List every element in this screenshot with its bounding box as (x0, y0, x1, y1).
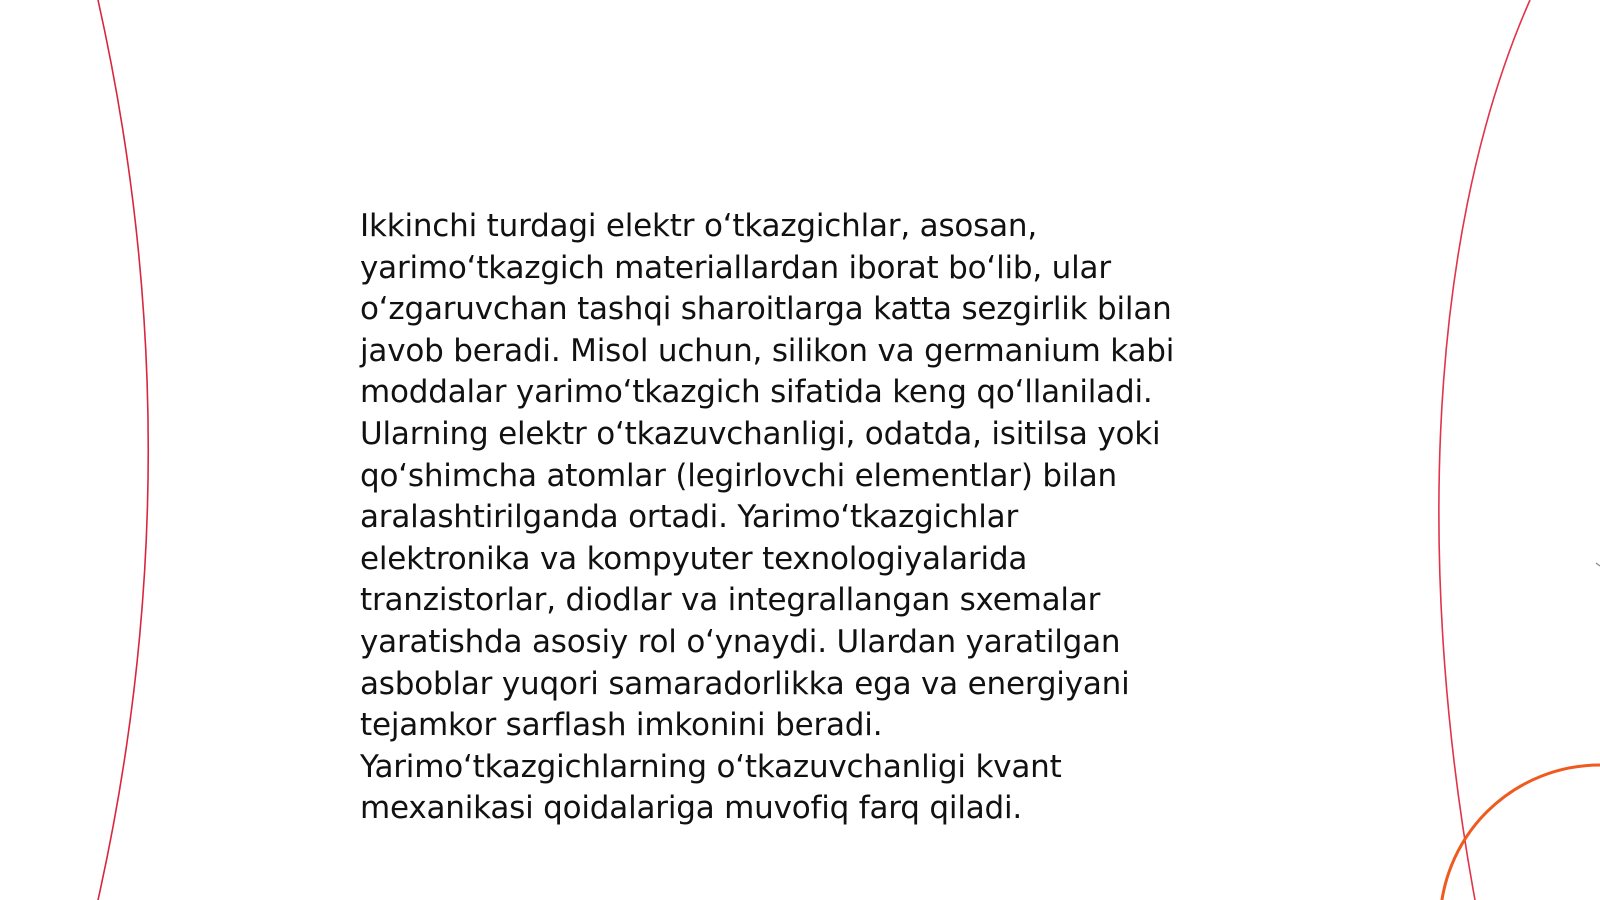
paragraph-line: Yarimo‘tkazgichlarning o‘tkazuvchanligi kvant (360, 748, 1062, 785)
paragraph-line: asboblar yuqori samaradorlikka ega va energiyani (360, 665, 1130, 702)
paragraph-line: tranzistorlar, diodlar va integrallangan sxemalar (360, 582, 1101, 619)
paragraph-line: elektronika va kompyuter texnologiyalarida (360, 540, 1028, 577)
paragraph-line: Ularning elektr o‘tkazuvchanligi, odatda, isitilsa yoki (360, 415, 1161, 452)
edge-tick-mark (1596, 563, 1600, 566)
paragraph-line: javob beradi. Misol uchun, silikon va germanium kabi (360, 332, 1175, 369)
paragraph-line: tejamkor sarflash imkonini beradi. (360, 707, 883, 744)
left-arc-line (98, 0, 148, 900)
paragraph-line: moddalar yarimo‘tkazgich sifatida keng qo‘llaniladi. (360, 374, 1153, 411)
right-arc-line (1439, 0, 1530, 900)
paragraph-line: yaratishda asosiy rol o‘ynaydi. Ulardan yaratilgan (360, 623, 1121, 660)
body-paragraph (360, 206, 1240, 830)
paragraph-line: o‘zgaruvchan tashqi sharoitlarga katta sezgirlik bilan (360, 291, 1172, 328)
paragraph-line: mexanikasi qoidalariga muvofiq farq qiladi. (360, 790, 1023, 827)
paragraph-line: yarimo‘tkazgich materiallardan iborat bo‘lib, ular (360, 249, 1111, 286)
paragraph-line: Ikkinchi turdagi elektr o‘tkazgichlar, asosan, (360, 208, 1038, 244)
paragraph-line: qo‘shimcha atomlar (legirlovchi elementlar) bilan (360, 457, 1117, 494)
paragraph-line: aralashtirilganda ortadi. Yarimo‘tkazgichlar (360, 499, 1019, 536)
